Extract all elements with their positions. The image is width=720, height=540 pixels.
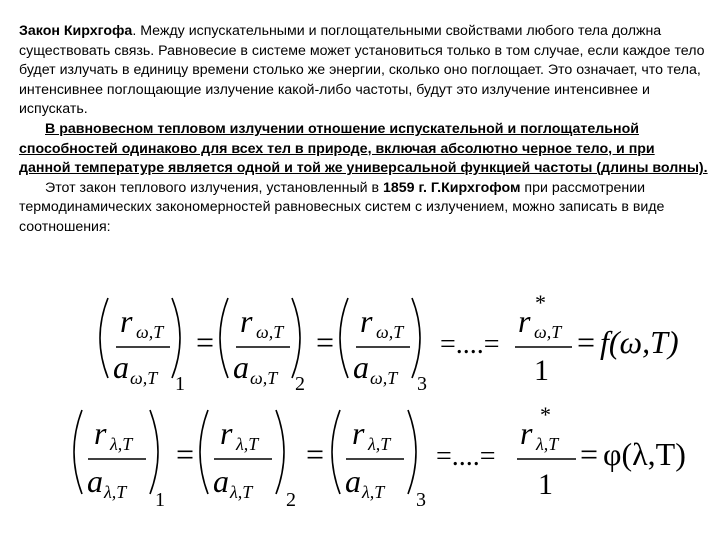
index: 3: [417, 373, 427, 395]
denominator-a: a: [213, 463, 229, 499]
paragraph-3-bold: 1859 г. Г.Кирхгофом: [383, 179, 521, 196]
paragraph-3-start: Этот закон теплового излучения, установленный в: [45, 179, 384, 196]
formula-wavelength: [0, 402, 720, 512]
subscript: ω,T: [136, 322, 164, 342]
subscript: ω,T: [250, 368, 278, 388]
one: 1: [534, 354, 549, 387]
paragraph-2: [19, 120, 709, 179]
index: 3: [416, 489, 426, 511]
index: 1: [155, 489, 165, 511]
index: 2: [295, 373, 305, 395]
paren-left: [74, 410, 82, 494]
subscript: ω,T: [130, 368, 158, 388]
paragraph-3: [19, 179, 709, 238]
paren-right: [292, 298, 300, 378]
denominator-a: a: [353, 349, 369, 385]
star: *: [540, 402, 551, 427]
paren-left: [100, 298, 108, 378]
paren-right: [276, 410, 284, 494]
subscript: λ,T: [104, 482, 127, 502]
denominator-a: a: [113, 349, 129, 385]
numerator-r: r: [94, 415, 107, 451]
paragraph-3-end: при рассмотрении термодинамических закономерностей равновесных систем с излучением, можно записать в виде соотношения:: [19, 179, 665, 235]
numerator-r: r: [240, 303, 253, 339]
numerator-r: r: [120, 303, 133, 339]
equals: =: [196, 324, 215, 360]
subscript: ω,T: [376, 322, 404, 342]
equals: =: [306, 436, 325, 472]
subscript: λ,T: [230, 482, 253, 502]
paren-right: [412, 298, 420, 378]
subscript: ω,T: [256, 322, 284, 342]
ellipsis-equals: =....=: [436, 441, 496, 472]
denominator-a: a: [345, 463, 361, 499]
index: 1: [175, 373, 185, 395]
numerator-r: r: [220, 415, 233, 451]
numerator-r: r: [520, 415, 533, 451]
paragraph-1-body: . Между испускательными и поглощательными свойствами любого тела должна существовать связь. Равновесие в системе может установиться только в том случае, если каждое тело будет излучать в единицу времени столько же энергии, сколько оно поглощает. Это означает, что тела, интенсивнее поглощающие излучение какой-либо частоты, будут это излучение интенсивнее и испускать.: [19, 23, 705, 118]
numerator-r: r: [352, 415, 365, 451]
paragraph-1: [19, 22, 709, 120]
paren-left: [200, 410, 208, 494]
subscript: λ,T: [536, 434, 559, 454]
paren-right: [408, 410, 416, 494]
denominator-a: a: [87, 463, 103, 499]
numerator-r: r: [518, 303, 531, 339]
one: 1: [538, 468, 553, 501]
star: *: [535, 290, 546, 315]
subscript: ω,T: [370, 368, 398, 388]
universal-function: f(ω,T): [600, 324, 679, 360]
paren-right: [172, 298, 180, 378]
subscript: λ,T: [236, 434, 259, 454]
ellipsis-equals: =....=: [440, 329, 500, 360]
equals: =: [580, 436, 599, 472]
equals: =: [176, 436, 195, 472]
equals: =: [316, 324, 335, 360]
formula-frequency: [0, 290, 720, 395]
paren-left: [220, 298, 228, 378]
subscript: λ,T: [368, 434, 391, 454]
paren-right: [150, 410, 158, 494]
subscript: ω,T: [534, 322, 562, 342]
equals: =: [577, 324, 596, 360]
text-block: [19, 22, 709, 238]
law-title: Закон Кирхгофа: [19, 23, 133, 39]
index: 2: [286, 489, 296, 511]
denominator-a: a: [233, 349, 249, 385]
universal-function: φ(λ,T): [603, 436, 686, 472]
paren-left: [332, 410, 340, 494]
paren-left: [340, 298, 348, 378]
law-statement: В равновесном тепловом излучении отношение испускательной и поглощательной способностей одинаково для всех тел в природе, включая абсолютно черное тело, и при данной температуре является одной и той же универсальной функцией частоты (длины волны).: [19, 120, 708, 177]
numerator-r: r: [360, 303, 373, 339]
subscript: λ,T: [110, 434, 133, 454]
subscript: λ,T: [362, 482, 385, 502]
